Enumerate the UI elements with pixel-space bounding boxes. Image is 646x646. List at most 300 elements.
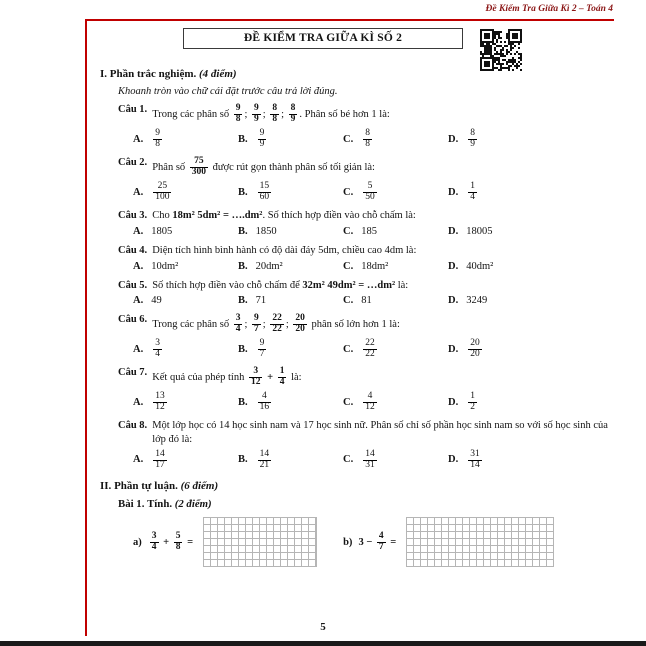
question-line <box>118 313 618 336</box>
exercise-1-heading <box>118 497 618 511</box>
text-run: 71 <box>255 295 267 307</box>
option-letter: D. <box>448 454 459 466</box>
option-D <box>448 449 484 472</box>
question-8 <box>118 419 618 472</box>
section-1-title: Phần trắc nghiệm. <box>109 68 197 80</box>
text-run: 1805 <box>151 225 173 237</box>
options-row <box>133 128 618 151</box>
question-text <box>152 366 618 389</box>
text-run: 1850 <box>255 225 277 237</box>
text-run: 3 − <box>358 536 375 548</box>
section-2-points: (6 điểm) <box>180 479 219 492</box>
question-text <box>152 156 618 179</box>
fraction-denominator: 7 <box>378 541 384 552</box>
text-run: + <box>160 536 172 548</box>
option-letter: D. <box>448 186 459 198</box>
option-value <box>466 449 484 472</box>
option-letter: B. <box>238 343 248 355</box>
fraction <box>249 367 263 388</box>
options-row <box>133 449 618 472</box>
fraction-numerator: 9 <box>254 103 259 114</box>
question-7 <box>118 366 618 414</box>
item-expression <box>358 531 396 554</box>
running-header: Đề Kiểm Tra Giữa Kì 2 – Toán 4 <box>485 4 613 14</box>
fraction-denominator: 14 <box>470 459 480 470</box>
fraction-numerator: 4 <box>378 530 384 541</box>
option-A <box>133 294 238 308</box>
options-row <box>133 391 618 414</box>
question-number: Câu 6. <box>118 314 148 326</box>
header-rule <box>85 19 614 21</box>
option-A <box>133 391 238 414</box>
option-letter: D. <box>448 295 459 307</box>
exercise-1-number: Bài 1. <box>118 498 145 511</box>
question-number: Câu 1. <box>118 104 148 116</box>
option-B <box>238 225 343 239</box>
fraction-denominator: 4 <box>151 541 157 552</box>
option-B <box>238 449 343 472</box>
fraction-numerator: 14 <box>155 448 165 459</box>
text-run: = <box>184 536 194 548</box>
fraction-numerator: 20 <box>295 313 305 324</box>
fraction <box>468 182 477 203</box>
fraction <box>270 104 279 125</box>
question-text <box>152 103 618 126</box>
fraction <box>363 450 377 471</box>
text-run: ; <box>244 319 251 331</box>
option-letter: A. <box>133 295 144 307</box>
option-letter: C. <box>343 454 354 466</box>
option-letter: A. <box>133 260 144 272</box>
question-number: Câu 4. <box>118 244 148 256</box>
fraction <box>153 129 162 150</box>
option-B <box>238 260 343 274</box>
fraction <box>468 339 482 360</box>
fraction-denominator: 50 <box>365 192 375 203</box>
option-value <box>256 391 274 414</box>
fraction-denominator: 9 <box>290 114 296 125</box>
option-value <box>256 338 269 361</box>
text-run: Cho <box>152 210 173 222</box>
question-text <box>152 419 618 447</box>
option-value <box>466 338 484 361</box>
option-value <box>361 128 374 151</box>
fraction-numerator: 14 <box>365 448 375 459</box>
question-number: Câu 2. <box>118 157 148 169</box>
text-run: . Số thích hợp điền vào chỗ chấm là: <box>262 210 416 222</box>
section-2-number: II. <box>100 479 112 492</box>
fraction-numerator: 25 <box>157 181 168 192</box>
question-line <box>118 103 618 126</box>
fraction-numerator: 9 <box>235 103 241 114</box>
fraction <box>363 392 377 413</box>
option-letter: B. <box>238 396 248 408</box>
option-C <box>343 338 448 361</box>
fraction-denominator: 7 <box>254 324 259 335</box>
option-value <box>466 128 479 151</box>
question-1 <box>118 103 618 151</box>
fraction-numerator: 3 <box>253 366 259 377</box>
option-value <box>466 181 479 204</box>
fraction-numerator: 22 <box>272 313 282 324</box>
option-letter: A. <box>133 186 144 198</box>
option-C <box>343 294 448 308</box>
question-line <box>118 419 618 447</box>
fraction-numerator: 9 <box>155 128 160 139</box>
option-letter: A. <box>133 454 144 466</box>
fraction <box>468 450 482 471</box>
option-B <box>238 391 343 414</box>
fraction-denominator: 8 <box>155 139 160 150</box>
fraction-numerator: 13 <box>155 391 165 402</box>
option-value <box>361 294 372 308</box>
fraction-numerator: 9 <box>254 313 259 324</box>
option-value <box>151 449 169 472</box>
text-run: ; <box>281 109 287 121</box>
fraction-numerator: 3 <box>235 313 241 324</box>
text-run: ; <box>285 319 292 331</box>
option-value <box>466 391 479 414</box>
fraction-denominator: 21 <box>259 459 270 470</box>
fraction-numerator: 1 <box>470 391 475 402</box>
option-letter: C. <box>343 343 354 355</box>
option-value <box>151 128 164 151</box>
option-A <box>133 128 238 151</box>
fraction-numerator: 3 <box>155 338 160 349</box>
text-run: Kết quả của phép tính <box>152 372 247 384</box>
option-value <box>361 181 379 204</box>
option-value <box>256 128 269 151</box>
option-D <box>448 181 479 204</box>
option-letter: A. <box>133 343 144 355</box>
text-run: 20dm² <box>255 260 283 272</box>
option-value <box>256 181 274 204</box>
text-run: . Phân số bé hơn 1 là: <box>299 109 390 121</box>
fraction-denominator: 20 <box>295 324 305 335</box>
fraction <box>289 104 298 125</box>
fraction-denominator: 9 <box>259 139 265 150</box>
option-value <box>466 225 492 239</box>
text-run: Phân số <box>152 162 188 174</box>
fraction <box>258 339 267 360</box>
fraction-numerator: 4 <box>262 391 267 402</box>
option-A <box>133 225 238 239</box>
exercise-1-items <box>133 517 618 567</box>
fraction <box>258 182 272 203</box>
option-B <box>238 294 343 308</box>
text-run: là: <box>288 372 302 384</box>
option-C <box>343 449 448 472</box>
section-1-heading <box>100 67 618 82</box>
text-run: Trong các phân số <box>152 319 232 331</box>
question-6 <box>118 313 618 361</box>
fraction-denominator: 2 <box>470 402 475 413</box>
fraction-numerator: 8 <box>290 103 296 114</box>
fraction <box>363 182 377 203</box>
fraction-numerator: 5 <box>175 530 181 541</box>
text-run: phân số lớn hơn 1 là: <box>308 319 400 331</box>
fraction <box>252 314 261 335</box>
option-letter: B. <box>238 225 248 237</box>
text-run: 49 <box>151 295 162 307</box>
fraction-numerator: 22 <box>365 338 375 349</box>
qr-code <box>480 29 522 71</box>
fraction-denominator: 31 <box>365 459 375 470</box>
fraction-numerator: 8 <box>365 128 370 139</box>
fraction-denominator: 8 <box>365 139 370 150</box>
fraction <box>174 532 183 553</box>
fraction-denominator: 8 <box>235 114 241 125</box>
option-D <box>448 225 492 239</box>
text-run: là: <box>395 279 409 291</box>
option-value <box>361 449 379 472</box>
option-A <box>133 338 238 361</box>
question-line <box>118 366 618 389</box>
fraction <box>258 129 267 150</box>
option-letter: B. <box>238 454 248 466</box>
option-B <box>238 128 343 151</box>
option-value <box>151 391 169 414</box>
option-C <box>343 260 448 274</box>
questions-list <box>100 103 618 471</box>
option-value <box>256 225 277 239</box>
item-label: a) <box>133 536 142 548</box>
fraction-denominator: 4 <box>470 192 475 203</box>
section-2-title: Phần tự luận. <box>114 479 178 492</box>
option-letter: D. <box>448 396 459 408</box>
fraction-numerator: 31 <box>470 448 480 459</box>
option-letter: D. <box>448 225 459 237</box>
fraction-denominator: 100 <box>155 192 170 203</box>
option-B <box>238 181 343 204</box>
fraction <box>190 157 208 178</box>
question-text <box>152 279 618 293</box>
text-run: = <box>387 536 397 548</box>
fraction <box>252 104 261 125</box>
page-content <box>100 67 618 567</box>
item-expression <box>148 531 193 554</box>
option-value <box>466 294 487 308</box>
options-row <box>133 181 618 204</box>
option-value <box>256 294 267 308</box>
option-letter: C. <box>343 186 354 198</box>
item-label: b) <box>343 536 353 548</box>
option-C <box>343 391 448 414</box>
text-run: ; <box>262 109 269 121</box>
fraction-denominator: 8 <box>272 114 278 125</box>
question-number: Câu 8. <box>118 420 148 432</box>
option-value <box>361 338 379 361</box>
fraction-denominator: 4 <box>155 349 160 360</box>
option-value <box>361 391 379 414</box>
option-value <box>151 338 164 361</box>
section-2-heading <box>100 479 618 494</box>
page-number: 5 <box>320 621 326 633</box>
text-run: 3249 <box>466 295 488 307</box>
question-number: Câu 7. <box>118 367 148 379</box>
text-run: ; <box>244 109 251 121</box>
option-C <box>343 225 448 239</box>
fraction-denominator: 17 <box>155 459 165 470</box>
text-run: 81 <box>361 295 372 307</box>
option-C <box>343 128 448 151</box>
option-value <box>256 260 283 274</box>
options-row <box>133 294 618 308</box>
question-number: Câu 3. <box>118 210 148 222</box>
option-D <box>448 294 487 308</box>
exercise-1-points: (2 điểm) <box>174 498 212 511</box>
option-value <box>361 260 388 274</box>
fraction <box>363 339 377 360</box>
section-1-points: (4 điểm) <box>199 68 237 80</box>
option-B <box>238 338 343 361</box>
option-letter: D. <box>448 260 459 272</box>
fraction-denominator: 16 <box>259 402 270 413</box>
option-letter: A. <box>133 225 144 237</box>
fraction-denominator: 4 <box>235 324 241 335</box>
option-letter: C. <box>343 225 354 237</box>
fraction-denominator: 22 <box>365 349 375 360</box>
fraction-numerator: 3 <box>151 530 157 541</box>
option-value <box>151 225 172 239</box>
question-2 <box>118 156 618 204</box>
options-row <box>133 260 618 274</box>
fraction-numerator: 75 <box>194 156 204 167</box>
fraction-denominator: 9 <box>470 139 475 150</box>
fraction-denominator: 12 <box>155 402 165 413</box>
fraction <box>363 129 372 150</box>
fraction-numerator: 15 <box>259 181 270 192</box>
fraction <box>278 367 287 388</box>
fraction-denominator: 9 <box>254 114 259 125</box>
fraction <box>468 129 477 150</box>
text-run: + <box>264 372 276 384</box>
option-D <box>448 128 479 151</box>
option-letter: C. <box>343 133 354 145</box>
option-letter: B. <box>238 133 248 145</box>
fraction-denominator: 12 <box>365 402 375 413</box>
fraction-denominator: 12 <box>250 377 261 388</box>
exercise-1-title: Tính. <box>147 498 173 511</box>
text-run: 10dm² <box>151 260 179 272</box>
instruction-text: Khoanh tròn vào chữ cái đặt trước câu trả lời đúng. <box>118 85 338 97</box>
fraction-denominator: 300 <box>191 167 207 178</box>
option-D <box>448 338 484 361</box>
fraction-numerator: 8 <box>272 103 278 114</box>
fraction <box>234 104 243 125</box>
options-row <box>133 225 618 239</box>
option-value <box>256 449 274 472</box>
option-C <box>343 181 448 204</box>
fraction-numerator: 5 <box>367 181 373 192</box>
fraction <box>153 182 171 203</box>
question-line <box>118 209 618 223</box>
question-4 <box>118 244 618 274</box>
text-run: Diện tích hình bình hành có độ dài đáy 5dm, chiều cao 4dm là: <box>152 244 417 256</box>
fraction <box>270 314 284 335</box>
option-letter: A. <box>133 396 144 408</box>
text-run: 32m² 49dm² = …dm² <box>302 279 396 291</box>
option-A <box>133 260 238 274</box>
question-text <box>152 313 618 336</box>
text-run: được rút gọn thành phân số tối giản là: <box>210 162 375 174</box>
answer-grid-paper <box>203 517 317 567</box>
option-letter: A. <box>133 133 144 145</box>
fraction <box>150 532 159 553</box>
fraction-numerator: 1 <box>470 181 475 192</box>
fraction <box>234 314 243 335</box>
answer-grid-paper <box>406 517 554 567</box>
question-line <box>118 279 618 293</box>
question-line <box>118 156 618 179</box>
fraction <box>468 392 477 413</box>
fraction-denominator: 8 <box>175 541 181 552</box>
fraction-numerator: 20 <box>470 338 480 349</box>
question-5 <box>118 279 618 309</box>
text-run: Trong các phân số <box>152 109 232 121</box>
question-line <box>118 244 618 258</box>
option-letter: B. <box>238 295 248 307</box>
fraction-numerator: 14 <box>259 448 270 459</box>
left-margin-rule <box>85 19 87 636</box>
option-letter: C. <box>343 396 354 408</box>
option-A <box>133 449 238 472</box>
question-number: Câu 5. <box>118 279 148 291</box>
fraction <box>153 392 167 413</box>
option-letter: D. <box>448 133 459 145</box>
text-run: 40dm² <box>466 260 494 272</box>
fraction-numerator: 9 <box>259 338 265 349</box>
option-A <box>133 181 238 204</box>
text-run: ; <box>262 319 269 331</box>
fraction <box>153 339 162 360</box>
fraction <box>258 392 272 413</box>
fraction-denominator: 7 <box>259 349 265 360</box>
text-run: 18005 <box>466 225 493 237</box>
fraction <box>293 314 307 335</box>
fraction-numerator: 8 <box>470 128 475 139</box>
option-value <box>151 294 162 308</box>
fraction-numerator: 1 <box>279 366 285 377</box>
fraction-denominator: 20 <box>470 349 480 360</box>
option-value <box>361 225 377 239</box>
text-run: 18dm² <box>361 260 389 272</box>
fraction <box>258 450 272 471</box>
exercise-item-b <box>343 517 554 567</box>
fraction-denominator: 60 <box>259 192 270 203</box>
photo-bottom-edge <box>0 641 646 646</box>
question-text <box>152 244 618 258</box>
option-D <box>448 391 479 414</box>
fraction-numerator: 4 <box>367 391 373 402</box>
option-value <box>466 260 493 274</box>
fraction <box>153 450 167 471</box>
option-value <box>151 260 178 274</box>
option-value <box>151 181 173 204</box>
text-run: Một lớp học có 14 học sinh nam và 17 học sinh nữ. Phân số chỉ số phần học sinh nam so với số học sinh của lớp đó là: <box>152 420 608 445</box>
text-run: Số thích hợp điền vào chỗ chấm để <box>152 279 303 291</box>
options-row <box>133 338 618 361</box>
option-letter: C. <box>343 295 354 307</box>
fraction-numerator: 9 <box>259 128 265 139</box>
option-letter: D. <box>448 343 459 355</box>
fraction-denominator: 22 <box>272 324 282 335</box>
fraction <box>377 532 386 553</box>
option-letter: B. <box>238 186 248 198</box>
section-1-number: I. <box>100 68 108 80</box>
text-run: 18m² 5dm² = ….dm² <box>172 210 263 222</box>
question-text <box>152 209 618 223</box>
